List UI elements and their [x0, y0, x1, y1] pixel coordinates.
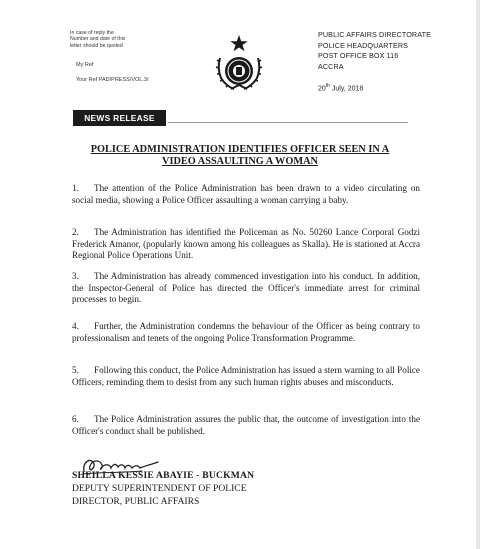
paragraph-text: Further, the Administration condemns the behaviour of the Officer as being contrary to professionalism and tenets of the ongoing Police Transformation Programme.: [72, 321, 420, 343]
paragraph-number: 3.: [72, 271, 79, 281]
ref-line-3: letter should be quoted: [70, 42, 123, 49]
address-line-2: POLICE HEADQUARTERS: [318, 40, 409, 50]
your-ref: Your Ref PAD/PRESS/VOL.3/: [76, 77, 149, 83]
reference-instructions: [70, 30, 125, 49]
page-edge-shadow: [476, 0, 480, 549]
police-crest-icon: [212, 34, 266, 92]
paragraph-text: The Administration has already commenced investigation into his conduct. In addition, the Inspector-General of Police has directed the Officer's immediate arrest for criminal processes to begin.: [72, 271, 420, 305]
address-line-4: ACCRA: [318, 61, 344, 71]
paragraph-6: [72, 414, 420, 437]
signatory-title: DEPUTY SUPERINTENDENT OF POLICE: [72, 483, 247, 494]
my-ref: My Ref: [76, 62, 94, 68]
address-block: [318, 30, 431, 72]
address-line-1: PUBLIC AFFAIRS DIRECTORATE: [318, 30, 431, 39]
news-release-banner: NEWS RELEASE: [73, 110, 166, 126]
paragraph-2: [72, 227, 420, 262]
paragraph-number: 1.: [72, 183, 79, 193]
document-date: [318, 83, 363, 92]
ref-line-1: In case of reply the: [70, 30, 114, 36]
date-suffix: th: [325, 83, 330, 89]
paragraph-text: The Police Administration assures the public that, the outcome of investigation into the Officer's conduct shall be published.: [72, 414, 420, 436]
paragraph-text: The attention of the Police Administration has been drawn to a video circulating on social media, showing a Police Officer assaulting a woman carrying a baby.: [72, 183, 420, 205]
date-day: 20: [318, 85, 326, 93]
paragraph-text: The Administration has identified the Policeman as No. 50260 Lance Corporal Godzi Frederick Amanor, (popularly known among his colleagues as Skalla). He is stationed at Accra Regional Police Operations Unit.: [72, 227, 420, 261]
paragraph-number: 6.: [72, 414, 79, 424]
paragraph-number: 2.: [72, 227, 79, 237]
signatory-name: SHEILLA KESSIE ABAYIE - BUCKMAN: [72, 470, 255, 481]
paragraph-4: [72, 321, 420, 344]
paragraph-number: 5.: [72, 365, 79, 375]
address-line-3: POST OFFICE BOX 116: [318, 51, 399, 61]
paragraph-3: [72, 271, 420, 306]
headline: [60, 144, 420, 168]
paragraph-text: Following this conduct, the Police Administration has issued a stern warning to all Police Officers, reminding them to desist from any such human rights abuses and misconducts.: [72, 365, 420, 387]
headline-line-1: POLICE ADMINISTRATION IDENTIFIES OFFICER SEEN IN A: [90, 144, 390, 155]
paragraph-number: 4.: [72, 321, 79, 331]
paragraph-5: [72, 365, 420, 388]
signatory-department: DIRECTOR, PUBLIC AFFAIRS: [72, 496, 200, 507]
date-rest: July, 2018: [329, 85, 364, 93]
headline-line-2: VIDEO ASSAULTING A WOMAN: [162, 156, 318, 167]
banner-rule: [168, 122, 408, 123]
paragraph-1: [72, 183, 420, 206]
ref-line-2: Number and date of this: [70, 36, 126, 43]
